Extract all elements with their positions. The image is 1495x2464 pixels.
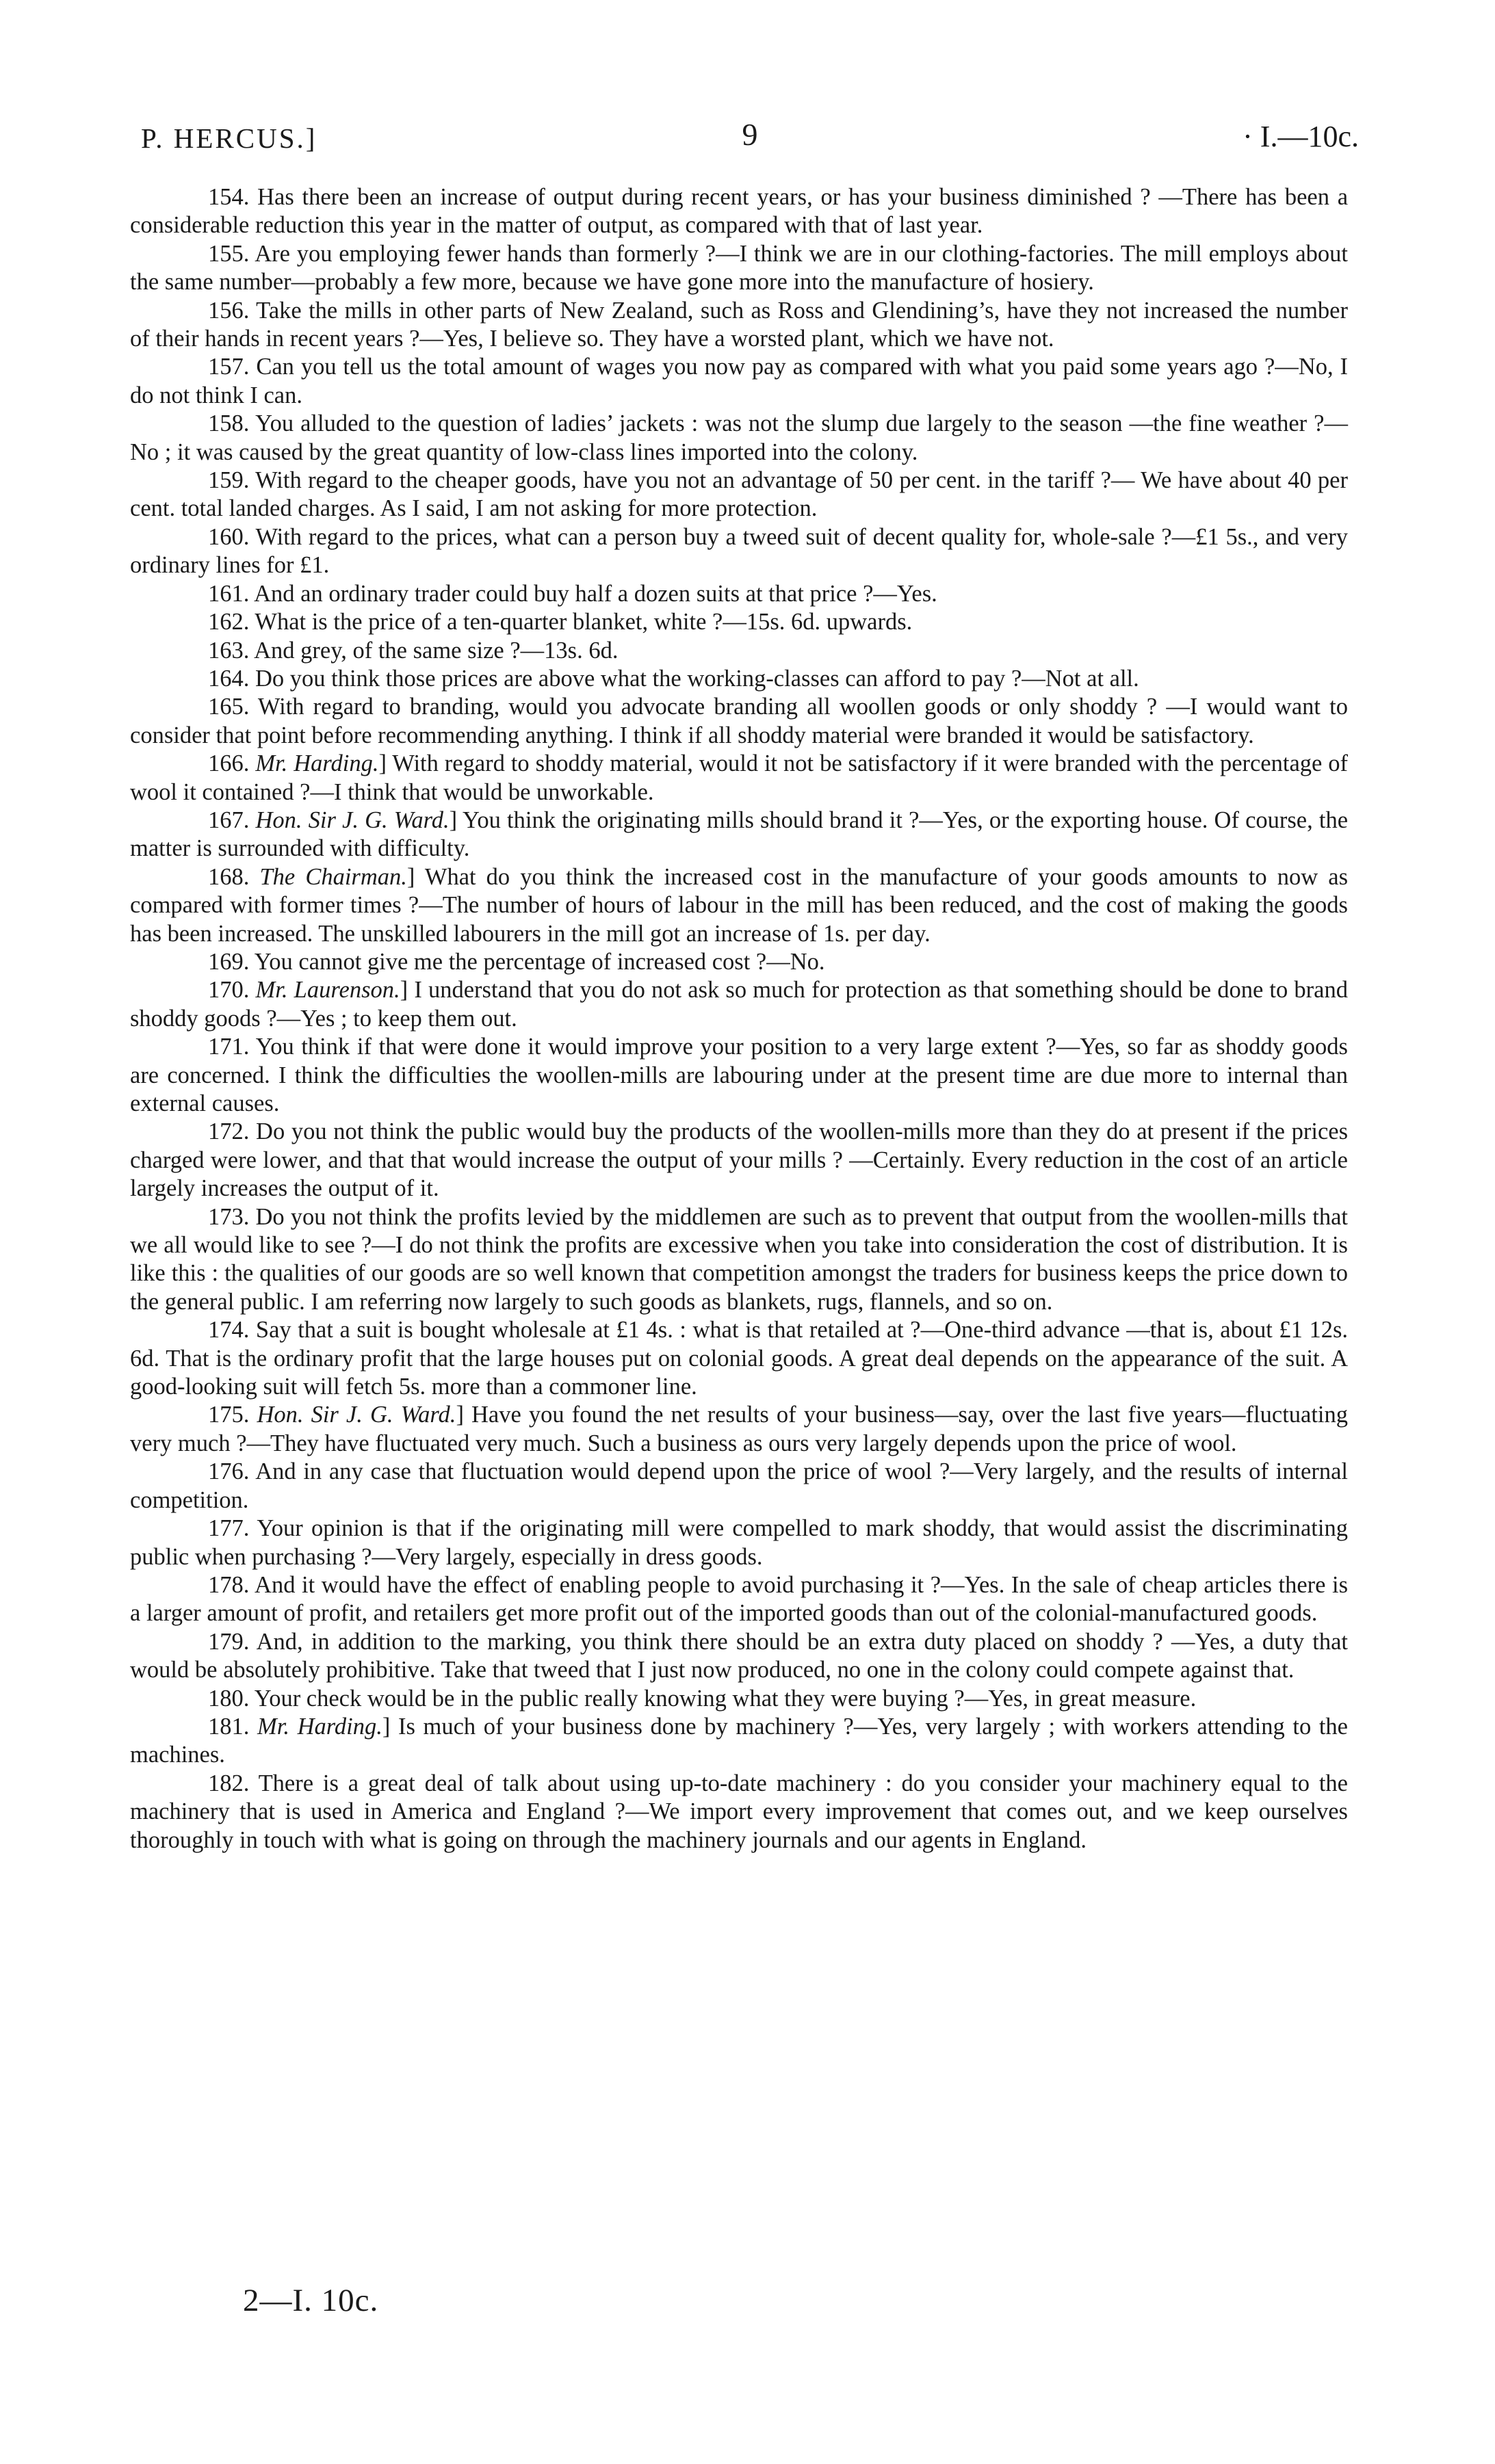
question-number: 180. bbox=[208, 1685, 250, 1712]
question-text: With regard to shoddy material, would it not be satisfactory if it were branded with the percentage of wool it contained ?—I think that would be unworkable. bbox=[130, 750, 1348, 805]
question-paragraph: 167. Hon. Sir J. G. Ward.] You think the originating mills should brand it ?—Yes, or the exporting house. Of course, the matter is surrounded with difficulty. bbox=[130, 807, 1349, 862]
question-paragraph bbox=[130, 1770, 1348, 1854]
question-number: 164. bbox=[208, 665, 250, 692]
question-text: Your check would be in the public really knowing what they were buying ?—Yes, in great measure. bbox=[254, 1685, 1197, 1712]
question-text: Has there been an increase of output during recent years, or has your business diminished ? —There has been a considerable reduction this year in the matter of output, as compared with that of last year. bbox=[130, 184, 1349, 239]
question-text: And grey, of the same size ?—13s. 6d. bbox=[254, 637, 619, 664]
question-paragraph bbox=[130, 1203, 1348, 1317]
running-head bbox=[141, 116, 1359, 157]
question-text: You cannot give me the percentage of increased cost ?—No. bbox=[254, 948, 825, 975]
question-text: Say that a suit is bought wholesale at £1 4s. : what is that retailed at ?—One-third advance —that is, about £1 12s. 6d. That is the ordinary profit that the large houses put on colonial goods. A great deal depends on the appearance of the suit. A good-looking suit will fetch 5s. more than a commoner line. bbox=[130, 1317, 1349, 1400]
question-number: 175. bbox=[208, 1402, 250, 1428]
question-paragraph bbox=[130, 1458, 1348, 1515]
question-paragraph bbox=[130, 948, 1348, 976]
question-text: Do you think those prices are above what the working-classes can afford to pay ?—Not at all. bbox=[255, 665, 1139, 692]
question-number: 161. bbox=[208, 580, 250, 607]
question-text: With regard to the cheaper goods, have you not an advantage of 50 per cent. in the tariff ?— We have about 40 per cent. total landed charges. As I said, I am not asking for more protection. bbox=[130, 467, 1348, 522]
question-text: Do you not think the profits levied by the middlemen are such as to prevent that output from the woollen-mills that we all would like to see ?—I do not think the profits are excessive when you take into consideration the cost of distribution. It is like this : the qualities of our goods are so well known that competition amongst the traders for business keeps the price down to the general public. I am referring now largely to such goods as blankets, rugs, flannels, and so on. bbox=[130, 1203, 1349, 1315]
witness-name: P. HERCUS.] bbox=[141, 122, 317, 154]
question-number: 179. bbox=[208, 1628, 250, 1655]
question-number: 169. bbox=[208, 948, 250, 975]
document-reference: · I.—10c. bbox=[1243, 120, 1359, 153]
question-number: 165. bbox=[208, 694, 250, 720]
question-text: Have you found the net results of your business—say, over the last five years—fluctuating very much ?—They have fluctuated very much. Such a business as ours very largely depends upon the price of wool. bbox=[130, 1402, 1349, 1456]
question-number: 182. bbox=[208, 1770, 250, 1796]
question-number: 156. bbox=[208, 297, 250, 324]
question-number: 172. bbox=[208, 1118, 250, 1145]
question-paragraph bbox=[130, 1685, 1348, 1713]
question-text: Are you employing fewer hands than formerly ?—I think we are in our clothing-factories. The mill employs about the same number—probably a few more, because we have gone more into the manufacture of hosiery. bbox=[130, 240, 1348, 296]
question-paragraph bbox=[130, 1515, 1348, 1571]
question-paragraph bbox=[130, 580, 1348, 608]
question-paragraph bbox=[130, 608, 1348, 636]
question-text: And it would have the effect of enabling people to avoid purchasing it ?—Yes. In the sale of cheap articles there is a larger amount of profit, and retailers get more profit out of the imported goods than out of the colonial-manufactured goods. bbox=[130, 1571, 1348, 1627]
question-number: 157. bbox=[208, 354, 250, 380]
question-number: 163. bbox=[208, 637, 250, 664]
question-text: You think the originating mills should brand it ?—Yes, or the exporting house. Of course, the matter is surrounded with difficulty. bbox=[130, 807, 1349, 862]
question-paragraph bbox=[130, 1118, 1348, 1203]
question-paragraph bbox=[130, 1316, 1348, 1401]
speaker-name: Mr. Harding. bbox=[257, 1713, 382, 1740]
question-text: What do you think the increased cost in the manufacture of your goods amounts to now as compared with former times ?—The number of hours of labour in the mill has been reduced, and the cost of making the goods has been increased. The unskilled labourers in the mill got an increase of 1s. per day. bbox=[130, 863, 1349, 947]
question-number: 168. bbox=[208, 863, 250, 890]
question-text: Do you not think the public would buy the products of the woollen-mills more than they do at present if the prices charged were lower, and that that would increase the output of your mills ? —Certainly. Every reduction in the cost of an article largely increases the output of it. bbox=[130, 1118, 1349, 1202]
question-paragraph bbox=[130, 240, 1348, 297]
question-paragraph bbox=[130, 637, 1348, 665]
question-text: You think if that were done it would improve your position to a very large extent ?—Yes, so far as shoddy goods are concerned. I think the difficulties the woollen-mills are labouring under at the present time are due more to internal than external causes. bbox=[130, 1034, 1348, 1116]
question-text: Your opinion is that if the originating mill were compelled to mark shoddy, that would assist the discriminating public when purchasing ?—Very largely, especially in dress goods. bbox=[130, 1515, 1348, 1570]
speaker-name: Mr. Harding. bbox=[255, 750, 379, 777]
question-number: 162. bbox=[208, 609, 250, 635]
speaker-name: Hon. Sir J. G. Ward. bbox=[257, 1402, 456, 1428]
question-text: And, in addition to the marking, you think there should be an extra duty placed on shoddy ? —Yes, a duty that would be absolutely prohibitive. Take that tweed that I just now produced, no one in the colony could compete against that. bbox=[130, 1628, 1348, 1683]
question-number: 181. bbox=[208, 1713, 250, 1740]
question-number: 160. bbox=[208, 523, 250, 550]
speaker-name: Hon. Sir J. G. Ward. bbox=[255, 807, 450, 833]
question-number: 158. bbox=[208, 410, 250, 437]
question-number: 166. bbox=[208, 750, 250, 777]
question-paragraph bbox=[130, 1628, 1348, 1685]
question-paragraph: 175. Hon. Sir J. G. Ward.] Have you found the net results of your business—say, over the last five years—fluctuating very much ?—They have fluctuated very much. Such a business as ours very largely depends upon the price of wool. bbox=[130, 1402, 1349, 1456]
question-paragraph: 170. Mr. Laurenson.] I understand that you do not ask so much for protection as that something should be done to brand shoddy goods ?—Yes ; to keep them out. bbox=[130, 977, 1348, 1032]
speaker-name: Mr. Laurenson. bbox=[255, 977, 400, 1004]
sheet-signature: 2—I. 10c. bbox=[243, 2283, 379, 2318]
question-paragraph: 181. Mr. Harding.] Is much of your business done by machinery ?—Yes, very largely ; with workers attending to the machines. bbox=[130, 1713, 1348, 1768]
question-paragraph bbox=[130, 183, 1348, 240]
question-number: 167. bbox=[208, 807, 250, 833]
question-paragraph bbox=[130, 410, 1348, 467]
question-number: 178. bbox=[208, 1571, 250, 1598]
question-text: And in any case that fluctuation would depend upon the price of wool ?—Very largely, and the results of internal competition. bbox=[130, 1458, 1348, 1513]
question-number: 159. bbox=[208, 467, 250, 494]
question-number: 155. bbox=[208, 240, 250, 267]
question-paragraph bbox=[130, 1571, 1348, 1628]
question-number: 177. bbox=[208, 1515, 250, 1542]
question-number: 170. bbox=[208, 977, 250, 1004]
page-number: 9 bbox=[742, 117, 758, 152]
question-text: And an ordinary trader could buy half a dozen suits at that price ?—Yes. bbox=[254, 580, 937, 607]
question-text: Can you tell us the total amount of wages you now pay as compared with what you paid some years ago ?—No, I do not think I can. bbox=[130, 354, 1349, 408]
question-text: With regard to branding, would you advocate branding all woollen goods or only shoddy ? —I would want to consider that point before recommending anything. I think if all shoddy material were branded it would be satisfactory. bbox=[130, 694, 1349, 748]
question-paragraph bbox=[130, 665, 1348, 693]
question-number: 171. bbox=[208, 1034, 250, 1060]
question-paragraph bbox=[130, 467, 1348, 523]
question-paragraph bbox=[130, 693, 1348, 750]
question-paragraph bbox=[130, 523, 1348, 580]
speaker-name: The Chairman. bbox=[259, 863, 407, 890]
question-number: 154. bbox=[208, 184, 250, 210]
question-text: You alluded to the question of ladies’ jackets : was not the slump due largely to the season —the fine weather ?—No ; it was caused by the great quantity of low-class lines imported into the colony. bbox=[130, 410, 1348, 465]
question-text: Take the mills in other parts of New Zealand, such as Ross and Glendining’s, have they not increased the number of their hands in recent years ?—Yes, I believe so. They have a worsted plant, which we have not. bbox=[130, 297, 1348, 352]
question-text: There is a great deal of talk about using up-to-date machinery : do you consider your machinery equal to the machinery that is used in America and England ?—We import every improvement that comes out, and we keep ourselves thoroughly in touch with what is going on through the machinery journals and our agents in England. bbox=[130, 1770, 1348, 1853]
question-paragraph bbox=[130, 353, 1348, 410]
evidence-text bbox=[130, 183, 1348, 1854]
question-paragraph bbox=[130, 297, 1348, 354]
question-number: 174. bbox=[208, 1317, 250, 1344]
question-number: 173. bbox=[208, 1203, 250, 1230]
question-text: Is much of your business done by machinery ?—Yes, very largely ; with workers attending to the machines. bbox=[130, 1713, 1348, 1768]
question-text: What is the price of a ten-quarter blanket, white ?—15s. 6d. upwards. bbox=[255, 609, 913, 635]
question-paragraph: 168. The Chairman.] What do you think the increased cost in the manufacture of your goods amounts to now as compared with former times ?—The number of hours of labour in the mill has been reduced, and the cost of making the goods has been increased. The unskilled labourers in the mill got an increase of 1s. per day. bbox=[130, 863, 1349, 947]
question-text: I understand that you do not ask so much for protection as that something should be done to brand shoddy goods ?—Yes ; to keep them out. bbox=[130, 977, 1348, 1032]
question-paragraph: 166. Mr. Harding.] With regard to shoddy material, would it not be satisfactory if it were branded with the percentage of wool it contained ?—I think that would be unworkable. bbox=[130, 750, 1348, 805]
question-text: With regard to the prices, what can a person buy a tweed suit of decent quality for, whole-sale ?—£1 5s., and very ordinary lines for £1. bbox=[130, 523, 1348, 579]
question-number: 176. bbox=[208, 1458, 250, 1485]
question-paragraph bbox=[130, 1033, 1348, 1118]
